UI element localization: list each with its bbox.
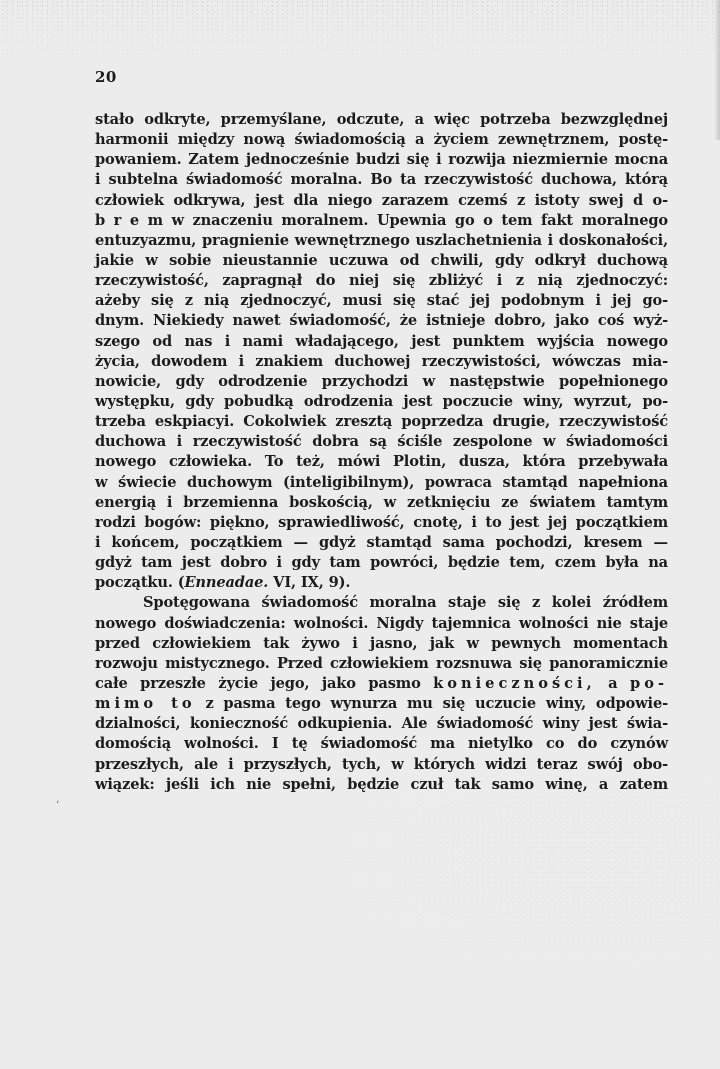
text-line: w świecie duchowym (inteligibilnym), powraca stamtąd napełniona [95, 473, 668, 491]
text-line: jakie w sobie nieustannie uczuwa od chwili, gdy odkrył duchową [95, 251, 668, 269]
text-line: rodzi bogów: piękno, sprawiedliwość, cnotę, i to jest jej początkiem [95, 513, 668, 531]
text-line: domością wolności. I tę świadomość ma nietylko co do czynów [95, 735, 668, 753]
citation-work-title: Enneadae. [184, 574, 269, 592]
text-line: gdyż tam jest dobro i gdy tam powróci, będzie tem, czem była na [95, 554, 668, 572]
text-line: rzeczywistość, zapragnął do niej się zbliżyć i z nią zjednoczyć: [95, 272, 668, 290]
page-number: 20 [95, 68, 117, 86]
text-line: człowiek odkrywa, jest dla niego zarazem czemś z istoty swej d o- [95, 191, 668, 209]
text-line: trzeba eskpiacyi. Cokolwiek zresztą poprzedza drugie, rzeczywistość [95, 413, 668, 431]
text-line: przeszłych, ale i przyszłych, tych, w których widzi teraz swój obo- [95, 755, 668, 773]
text-line: energią i brzemienna boskością, w zetknięciu ze światem tamtym [95, 493, 668, 511]
emphasized-word: mimo to [95, 695, 196, 713]
citation-reference: VI, IX, 9). [268, 574, 351, 592]
text-line: i końcem, początkiem — gdyż stamtąd sama pochodzi, kresem — [95, 533, 668, 551]
text-segment: całe przeszłe życie jego, jako pasmo [95, 674, 434, 692]
text-line: duchowa i rzeczywistość dobra są ściśle zespolone w świadomości [95, 433, 668, 451]
text-line: dnym. Niekiedy nawet świadomość, że istnieje dobro, jako coś wyż- [95, 312, 668, 330]
text-line: życia, dowodem i znakiem duchowej rzeczywistości, wówczas mia- [95, 352, 668, 370]
scan-noise-top [0, 0, 720, 60]
text-line: entuzyazmu, pragnienie wewnętrznego uszlachetnienia i doskonałości, [95, 231, 668, 249]
citation-line [95, 573, 668, 593]
stray-scan-mark: ʻ [56, 800, 60, 811]
emphasized-word: po- [630, 674, 668, 692]
text-line: rozwoju mistycznego. Przed człowiekiem rozsnuwa się panoramicznie [95, 654, 668, 672]
text-line: przed człowiekiem tak żywo i jasno, jak w pewnych momentach [95, 634, 668, 652]
text-line [95, 694, 668, 714]
citation-prefix: początku. ( [95, 574, 185, 592]
text-segment: z pasma tego wynurza mu się uczucie winy, odpowie- [195, 695, 668, 713]
text-line: nowego doświadczenia: wolności. Nigdy tajemnica wolności nie staje [95, 614, 668, 632]
text-line: b r e m w znaczeniu moralnem. Upewnia go o tem fakt moralnego [95, 211, 668, 229]
text-line: powaniem. Zatem jednocześnie budzi się i rozwija niezmiernie mocna [95, 151, 668, 169]
text-line: występku, gdy pobudką odrodzenia jest poczucie winy, wyrzut, po- [95, 392, 668, 410]
text-line: stało odkryte, przemyślane, odczute, a więc potrzeba bezwzględnej [95, 111, 668, 128]
text-line: dzialności, konieczność odkupienia. Ale świadomość winy jest świa- [95, 715, 668, 733]
text-line: harmonii między nową świadomością a życiem zewnętrznem, postę- [95, 131, 668, 149]
text-line: nowego człowieka. To też, mówi Plotin, dusza, która przebywała [95, 453, 668, 471]
text-line: nowicie, gdy odrodzenie przychodzi w następstwie popełnionego [95, 372, 668, 390]
text-line: szego od nas i nami władającego, jest punktem wyjścia nowego [95, 332, 668, 350]
scan-noise-bottom [300, 780, 720, 980]
body-text [95, 110, 668, 795]
text-line: i subtelna świadomość moralna. Bo ta rzeczywistość duchowa, którą [95, 171, 668, 189]
emphasized-word: konieczności, [433, 674, 596, 692]
scan-edge-shadow [714, 0, 720, 140]
paragraph-start-line: Spotęgowana świadomość moralna staje się z kolei źródłem [143, 594, 668, 612]
text-line: wiązek: jeśli ich nie spełni, będzie czuł tak samo winę, a zatem [95, 775, 668, 793]
text-line: ażeby się z nią zjednoczyć, musi się stać jej podobnym i jej go- [95, 292, 668, 310]
text-segment: a [595, 674, 630, 692]
text-line [95, 674, 668, 694]
